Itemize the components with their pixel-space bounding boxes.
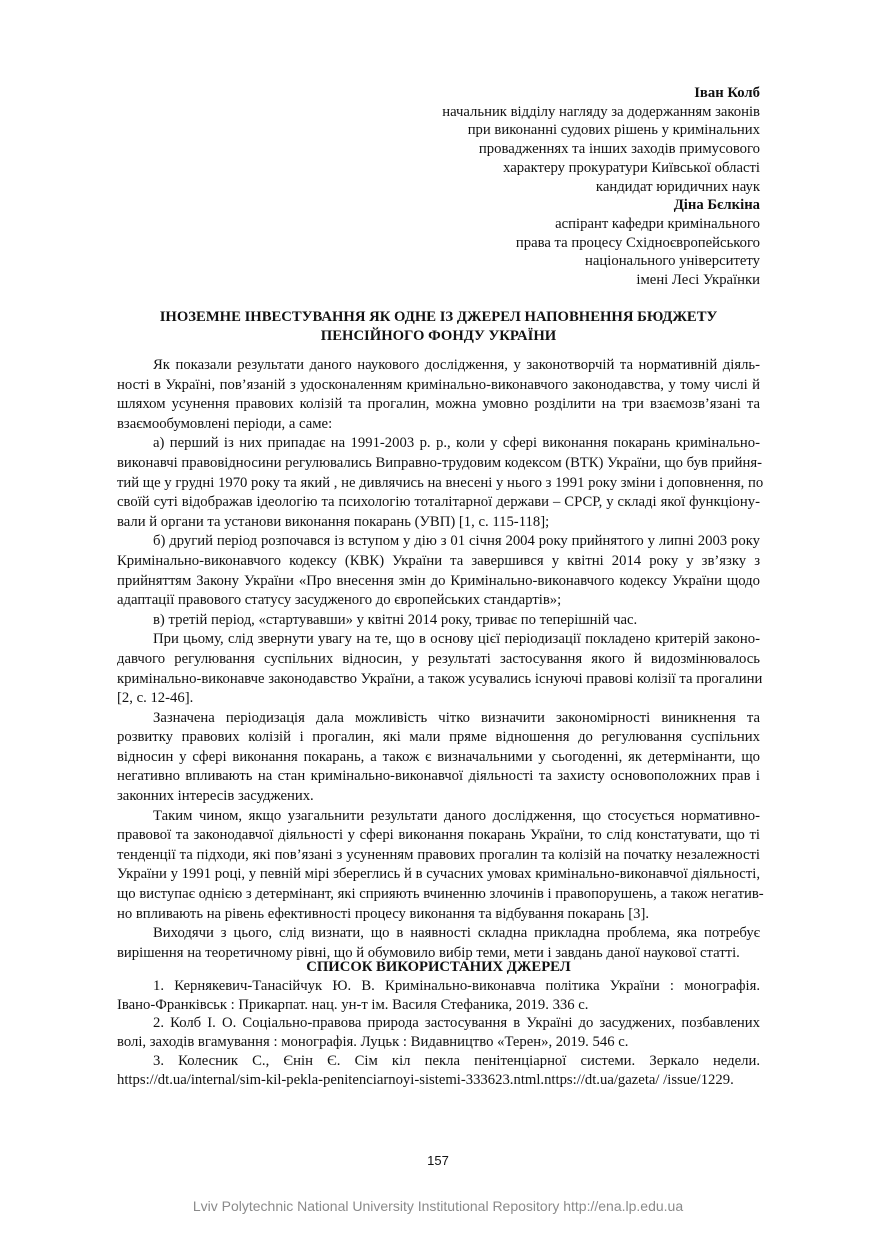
title-line: ІНОЗЕМНЕ ІНВЕСТУВАННЯ ЯК ОДНЕ ІЗ ДЖЕРЕЛ НАПОВНЕННЯ БЮДЖЕТУ [159,309,718,325]
paragraph-line: правової та законодавчої діяльності у сфері виконання покарань України, то слід констатувати, що ті [117,827,760,844]
paragraph [117,709,760,807]
paragraph-line: а) перший із них припадає на 1991-2003 р. р., коли у сфері виконання покарань кримінально- [153,435,760,452]
paragraph-line: Виходячи з цього, слід визнати, що в наявності складна прикладна проблема, яка потребує [153,925,760,942]
paragraph-line: давчого регулювання суспільних відносин, у результаті застосування якого й видозмінювалось [117,650,760,667]
paragraph-line: адаптації правового статусу засудженого до європейських стандартів»; [117,592,562,609]
paragraph-line: Таким чином, якщо узагальнити результати даного дослідження, що стосується нормативно- [153,807,760,824]
paragraph-line: законних інтересів засуджених. [117,788,314,805]
page-number: 157 [427,1153,449,1168]
paragraph-line: відносин у сфері виконання покарань, а також є визначальними у сьогоденні, як детермінанти, що [117,748,760,765]
reference-item [117,1014,760,1052]
author-block [442,84,760,290]
reference-line: 1. Кернякевич-Танасійчук Ю. В. Кримінально-виконавча політика України : монографія. [153,977,760,994]
title-line: ПЕНСІЙНОГО ФОНДУ УКРАЇНИ [320,328,557,344]
paragraph-line: При цьому, слід звернути увагу на те, що в основу цієї періодизації покладено критерій законо- [153,631,760,648]
author-affiliation-line: кандидат юридичних наук [595,178,760,195]
paragraph-line: України у 1991 році, у певній мірі збереглись й в сучасних умовах кримінально-виконавчої діяльності, [117,866,760,883]
paragraph [117,356,760,434]
paragraph-line: Кримінально-виконавчого кодексу (КВК) України та завершився у квітні 2014 року у зв’язку з [117,552,760,569]
reference-line: https://dt.ua/internal/sim-kil-pekla-penitenciarnoyi-sistemi-333623.ntml.nttps://dt.ua/gazeta/ /issue/1229. [117,1071,734,1088]
paragraph-line: що виступає однією з детермінант, які сприяють вчиненню злочинів і правопорушень, а також негатив- [117,886,764,903]
reference-line: Івано-Франківськ : Прикарпат. нац. ун-т ім. Василя Стефаника, 2019. 336 с. [117,996,589,1013]
repository-footer: Lviv Polytechnic National University Institutional Repository http://ena.lp.edu.ua [192,1198,684,1214]
paragraph-line: вали й органи та установи виконання покарань (УВП) [1, с. 115-118]; [117,513,550,530]
paragraph-line: тенденції та підходи, які пов’язані з усуненням правових прогалин та колізій на початку незалежності [117,846,760,863]
reference-item [117,1052,760,1090]
paragraph [117,807,764,925]
paragraph-line: виконавчі правовідносини регулювались Виправно-трудовим кодексом (ВТК) України, що був прийня- [117,454,762,471]
paragraph-line: шляхом усунення правових колізій та прогалин, можна умовно розділити на три взаємозв’язані та [117,396,760,413]
paragraph-line: Як показали результати даного наукового дослідження, у законотворчій та нормативній діяль- [153,357,760,373]
article-title [117,308,760,346]
author-affiliation-line: імені Лесі Українки [636,272,760,289]
paragraph-line: но впливають на рівень ефективності процесу виконання та відбування покарань [3]. [117,905,650,922]
paragraph-line: [2, с. 12-46]. [117,690,194,707]
author-affiliation-line: провадженнях та інших заходів примусового [478,141,760,158]
paragraph [117,630,763,708]
author-affiliation-line: аспірант кафедри кримінального [555,215,760,232]
paragraph-line: в) третій період, «стартувавши» у квітні 2014 року, триває по теперішній час. [153,611,638,628]
author-affiliation-line: національного університету [585,253,760,270]
paragraph [117,434,764,532]
paragraph-line: прийняттям Закону України «Про внесення змін до Кримінально-виконавчого кодексу України щодо [117,572,760,589]
paragraph-line: взаємообумовлені періоди, а саме: [117,415,333,432]
paragraph-line: кримінально-виконавче законодавство України, а також усувались існуючі правові колізії та прогалини [117,670,763,687]
references-heading: СПИСОК ВИКОРИСТАНИХ ДЖЕРЕЛ [306,959,571,975]
references-section [117,958,760,1090]
author-affiliation-line: при виконанні судових рішень у кримінальних [467,122,760,139]
author-affiliation-line: права та процесу Східноєвропейського [515,234,760,251]
paragraph-line: своїй суті відображав ідеологію та психологію тоталітарної держави – СРСР, у складі якої функціону- [117,494,760,511]
reference-line: волі, заходів вгамування : монографія. Луцьк : Видавництво «Терен», 2019. 546 с. [117,1034,629,1051]
author-affiliation-line: характеру прокуратури Київської області [503,159,760,176]
author-affiliation-line: начальник відділу нагляду за додержанням законів [442,103,760,120]
paragraph-line: ності в Україні, пов’язаній з удосконаленням кримінально-виконавчого законодавства, у тому числі й [117,376,760,393]
paragraph-line: б) другий період розпочався із вступом у дію з 01 січня 2004 року прийнятого у липні 2003 року [153,533,760,550]
paragraph-line: тий ще у грудні 1970 року та який , не дивлячись на внесені у нього з 1991 року зміни і доповнення, по [117,474,764,491]
paragraph-line: негативно впливають на стан кримінально-виконавчої діяльності та захисту основоположних прав і [117,768,760,785]
reference-line: 3. Колесник С., Єнін Є. Сім кіл пекла пенітенціарної системи. Зеркало недели. [153,1052,760,1069]
author-name: Діна Бєлкіна [673,197,760,214]
reference-line: 2. Колб І. О. Соціально-правова природа застосування в Україні до засуджених, позбавлених [153,1015,760,1032]
paragraph-line: Зазначена періодизація дала можливість чітко визначити закономірності виникнення та [153,709,760,726]
article-body [117,356,764,963]
paragraph-line: розвитку правових колізій і прогалин, які мали пряме відношення до регулювання суспільних [117,729,760,746]
reference-item [117,977,760,1015]
author-name: Іван Колб [694,85,760,101]
paragraph-line: вирішення на теоретичному рівні, що й обумовило вибір теми, мети і завдань даної наукової статті. [117,944,740,961]
paragraph [117,532,760,610]
paragraph [117,611,760,631]
